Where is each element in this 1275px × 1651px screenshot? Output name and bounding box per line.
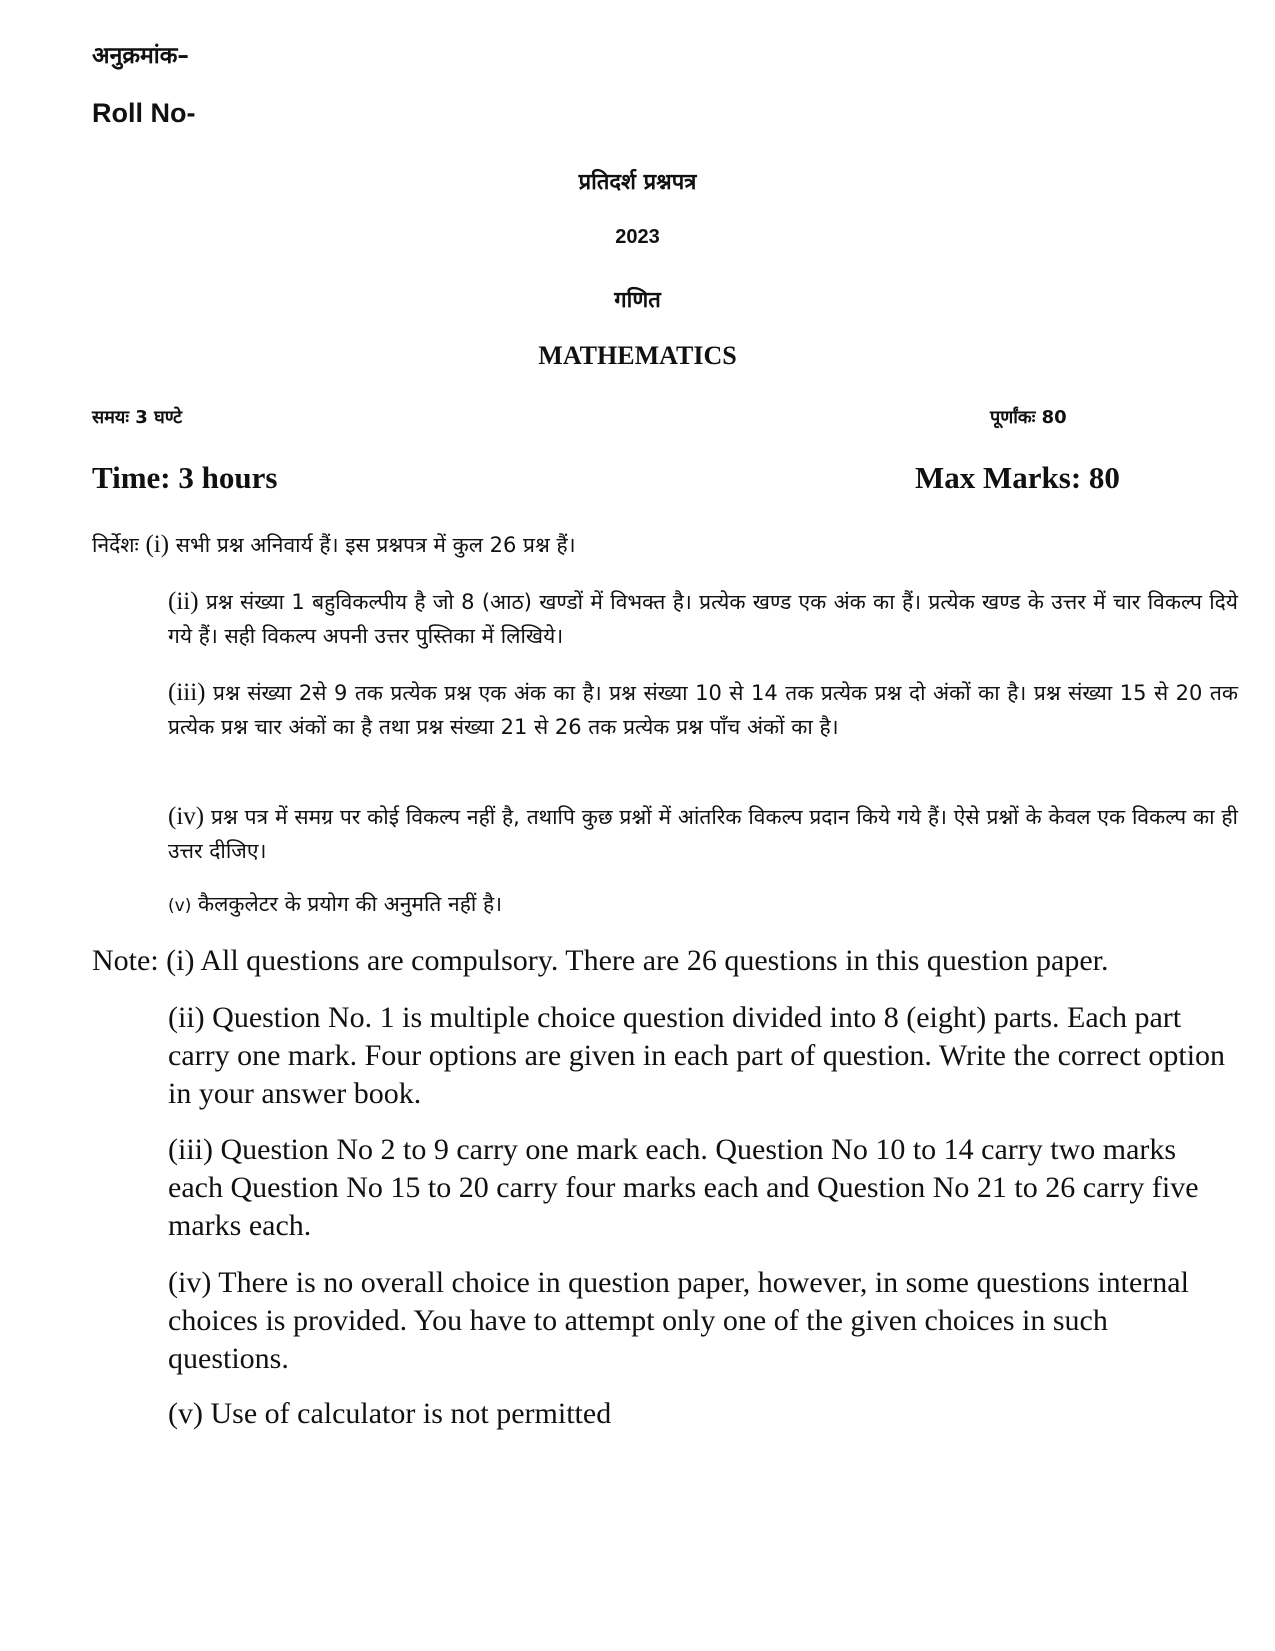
instruction-text: प्रश्न संख्या 2से 9 तक प्रत्येक प्रश्न एक अंक का है। प्रश्न संख्या 10 से 14 तक प्रत्येक प्रश्न दो अंकों का है। प्रश्न संख्या 15 से 20 तक प्रत्येक प्रश्न चार अंकों का है तथा प्रश्न संख्या 21 से 26 तक प्रत्येक प्रश्न पाँच अंकों का है। [168,681,1238,739]
subject-title: MATHEMATICS [538,341,737,370]
instruction-text: All questions are compulsory. There are 26 questions in this question paper. [200,944,1109,977]
max-marks-label: Max Marks: 80 [915,460,1120,495]
instruction-text: There is no overall choice in question paper, however, in some questions internal choices is provided. You have to attempt only one of the given choices in such questions. [168,1266,1189,1375]
instruction-text: Question No 2 to 9 carry one mark each. Question No 10 to 14 carry two marks each Question No 15 to 20 carry four marks each and Question No 21 to 26 carry five marks each. [168,1133,1199,1242]
paper-year: 2023 [615,226,660,248]
item-number: (iv) [168,1266,212,1299]
instruction-hindi-2 [168,585,1238,653]
instructions-lead-hindi: निर्देशः [92,533,139,557]
item-number: (v) [168,896,192,916]
instruction-text: Use of calculator is not permitted [210,1397,612,1430]
instruction-english-2 [168,999,1228,1113]
item-number: (v) [168,1397,203,1430]
subject-title-hindi: गणित [614,288,661,313]
instructions-lead: Note: [92,944,159,977]
item-number: (i) [166,944,195,977]
instruction-hindi-3 [168,676,1238,744]
item-number: (ii) [168,1001,205,1034]
roll-number-label-hindi: अनुक्रमांक– [92,43,189,69]
instruction-text: सभी प्रश्न अनिवार्य हैं। इस प्रश्नपत्र में कुल 26 प्रश्न हैं। [175,533,576,557]
instruction-english-3 [168,1131,1228,1245]
item-number: (iii) [168,679,206,706]
roll-number-label: Roll No- [92,98,196,128]
instruction-hindi-1 [92,528,1242,562]
instruction-text: Question No. 1 is multiple choice question divided into 8 (eight) parts. Each part carry one mark. Four options are given in each part of question. Write the correct option in your answer book. [168,1001,1226,1110]
instruction-english-1 [92,942,1252,980]
item-number: (ii) [168,588,199,615]
instruction-hindi-4 [168,800,1238,868]
time-label-hindi: समयः 3 घण्टे [92,407,183,428]
instruction-text: प्रश्न संख्या 1 बहुविकल्पीय है जो 8 (आठ) खण्डों में विभक्त है। प्रत्येक खण्ड एक अंक का हैं। प्रत्येक खण्ड के उत्तर में चार विकल्प दिये गये हैं। सही विकल्प अपनी उत्तर पुस्तिका में लिखिये। [168,590,1238,648]
item-number: (i) [145,531,170,558]
instruction-english-4 [168,1264,1228,1378]
instruction-english-5 [168,1395,1228,1433]
paper-title-hindi: प्रतिदर्श प्रश्नपत्र [578,170,697,195]
instruction-hindi-5 [168,887,1238,923]
item-number: (iv) [168,803,205,830]
max-marks-label-hindi: पूर्णांकः 80 [990,407,1067,428]
instruction-text: प्रश्न पत्र में समग्र पर कोई विकल्प नहीं है, तथापि कुछ प्रश्नों में आंतरिक विकल्प प्रदान किये गये हैं। ऐसे प्रश्नों के केवल एक विकल्प का ही उत्तर दीजिए। [168,805,1239,863]
instruction-text: कैलकुलेटर के प्रयोग की अनुमति नहीं है। [198,892,503,916]
item-number: (iii) [168,1133,213,1166]
time-label: Time: 3 hours [92,460,278,495]
